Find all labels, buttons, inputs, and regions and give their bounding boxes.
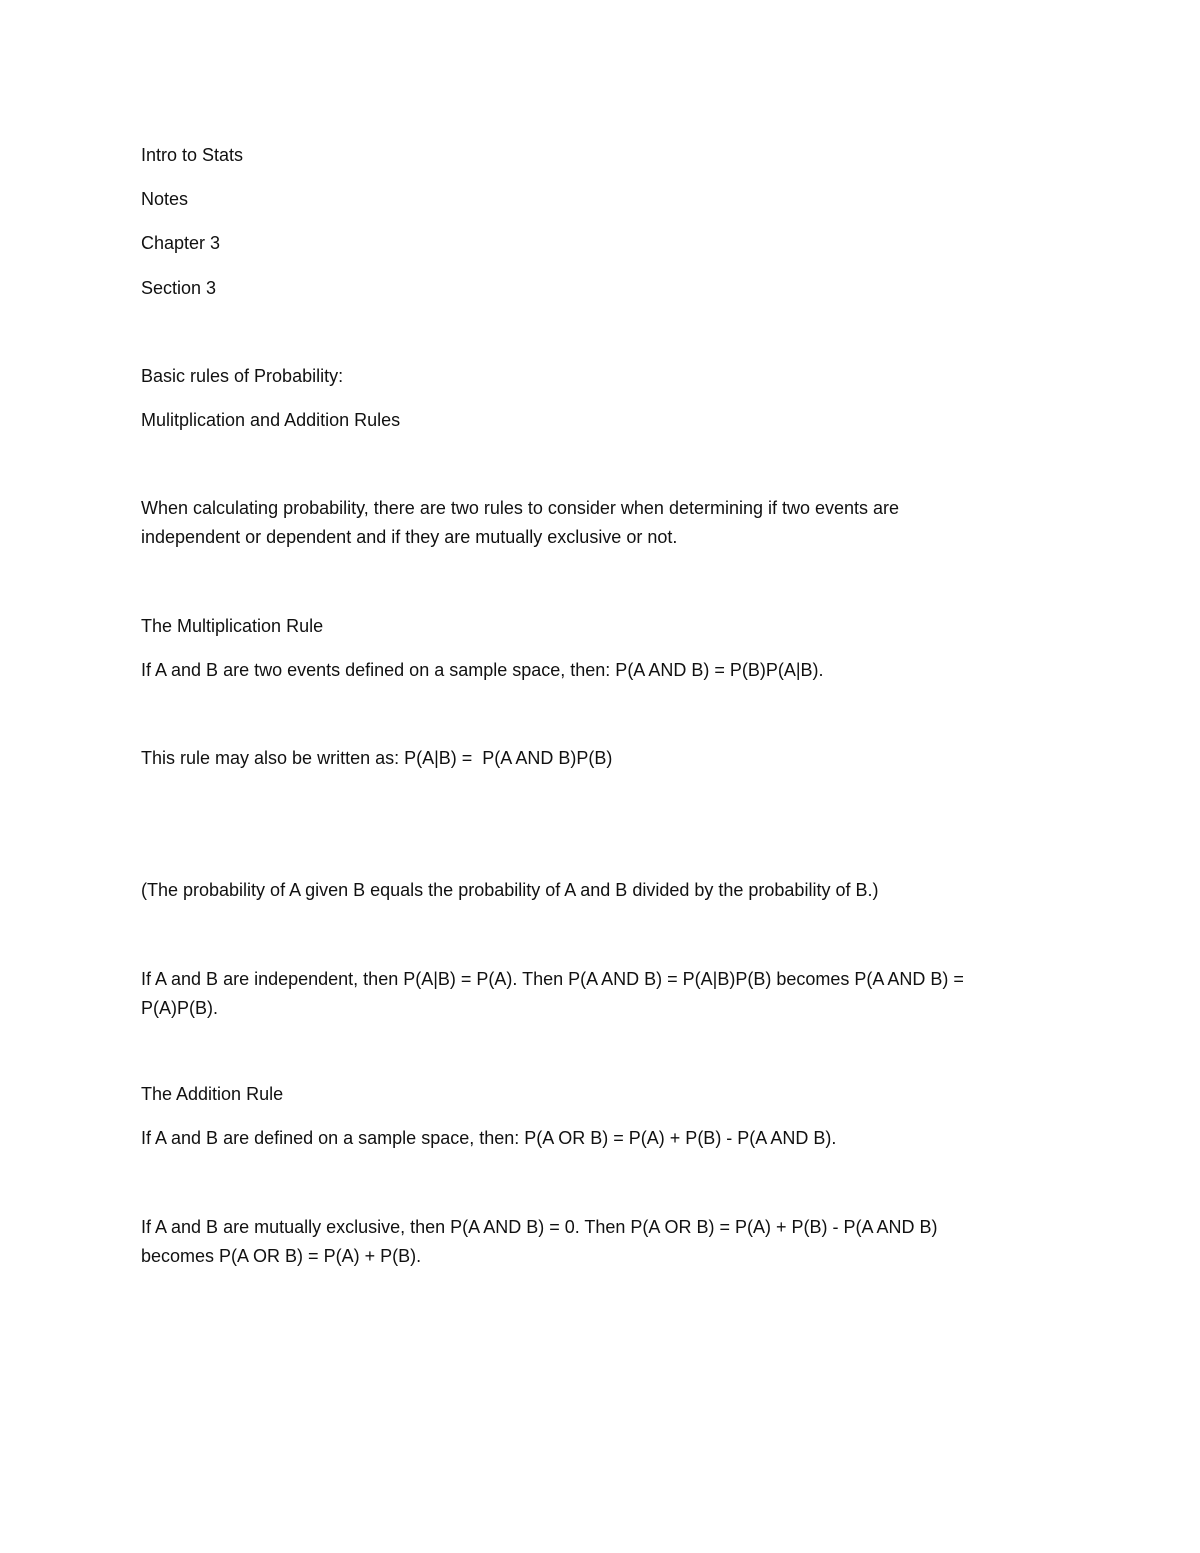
independent-line-2: P(A)P(B).: [141, 998, 219, 1018]
section-label: Section 3: [141, 278, 217, 298]
course-title: Intro to Stats: [141, 145, 244, 165]
multiplication-alternate: This rule may also be written as: P(A|B) = P(A AND B)P(B): [141, 748, 613, 768]
notes-label: Notes: [141, 189, 189, 209]
exclusive-line-1: If A and B are mutually exclusive, then P(A AND B) = 0. Then P(A OR B) = P(A) + P(B) - P(A AND B): [141, 1217, 938, 1237]
intro-line-1: When calculating probability, there are two rules to consider when determining if two events are: [141, 498, 900, 518]
intro-line-2: independent or dependent and if they are mutually exclusive or not.: [141, 527, 678, 547]
independent-line-1: If A and B are independent, then P(A|B) = P(A). Then P(A AND B) = P(A|B)P(B) becomes P(A AND B) =: [141, 969, 964, 989]
topic-title: Basic rules of Probability:: [141, 366, 344, 386]
chapter-label: Chapter 3: [141, 233, 221, 253]
multiplication-heading: The Multiplication Rule: [141, 616, 324, 636]
addition-definition: If A and B are defined on a sample space, then: P(A OR B) = P(A) + P(B) - P(A AND B).: [141, 1128, 837, 1148]
exclusive-line-2: becomes P(A OR B) = P(A) + P(B).: [141, 1246, 422, 1266]
multiplication-definition: If A and B are two events defined on a sample space, then: P(A AND B) = P(B)P(A|B).: [141, 660, 824, 680]
multiplication-explanation: (The probability of A given B equals the probability of A and B divided by the probability of B.): [141, 880, 879, 900]
topic-subtitle: Mulitplication and Addition Rules: [141, 410, 401, 430]
addition-heading: The Addition Rule: [141, 1084, 284, 1104]
